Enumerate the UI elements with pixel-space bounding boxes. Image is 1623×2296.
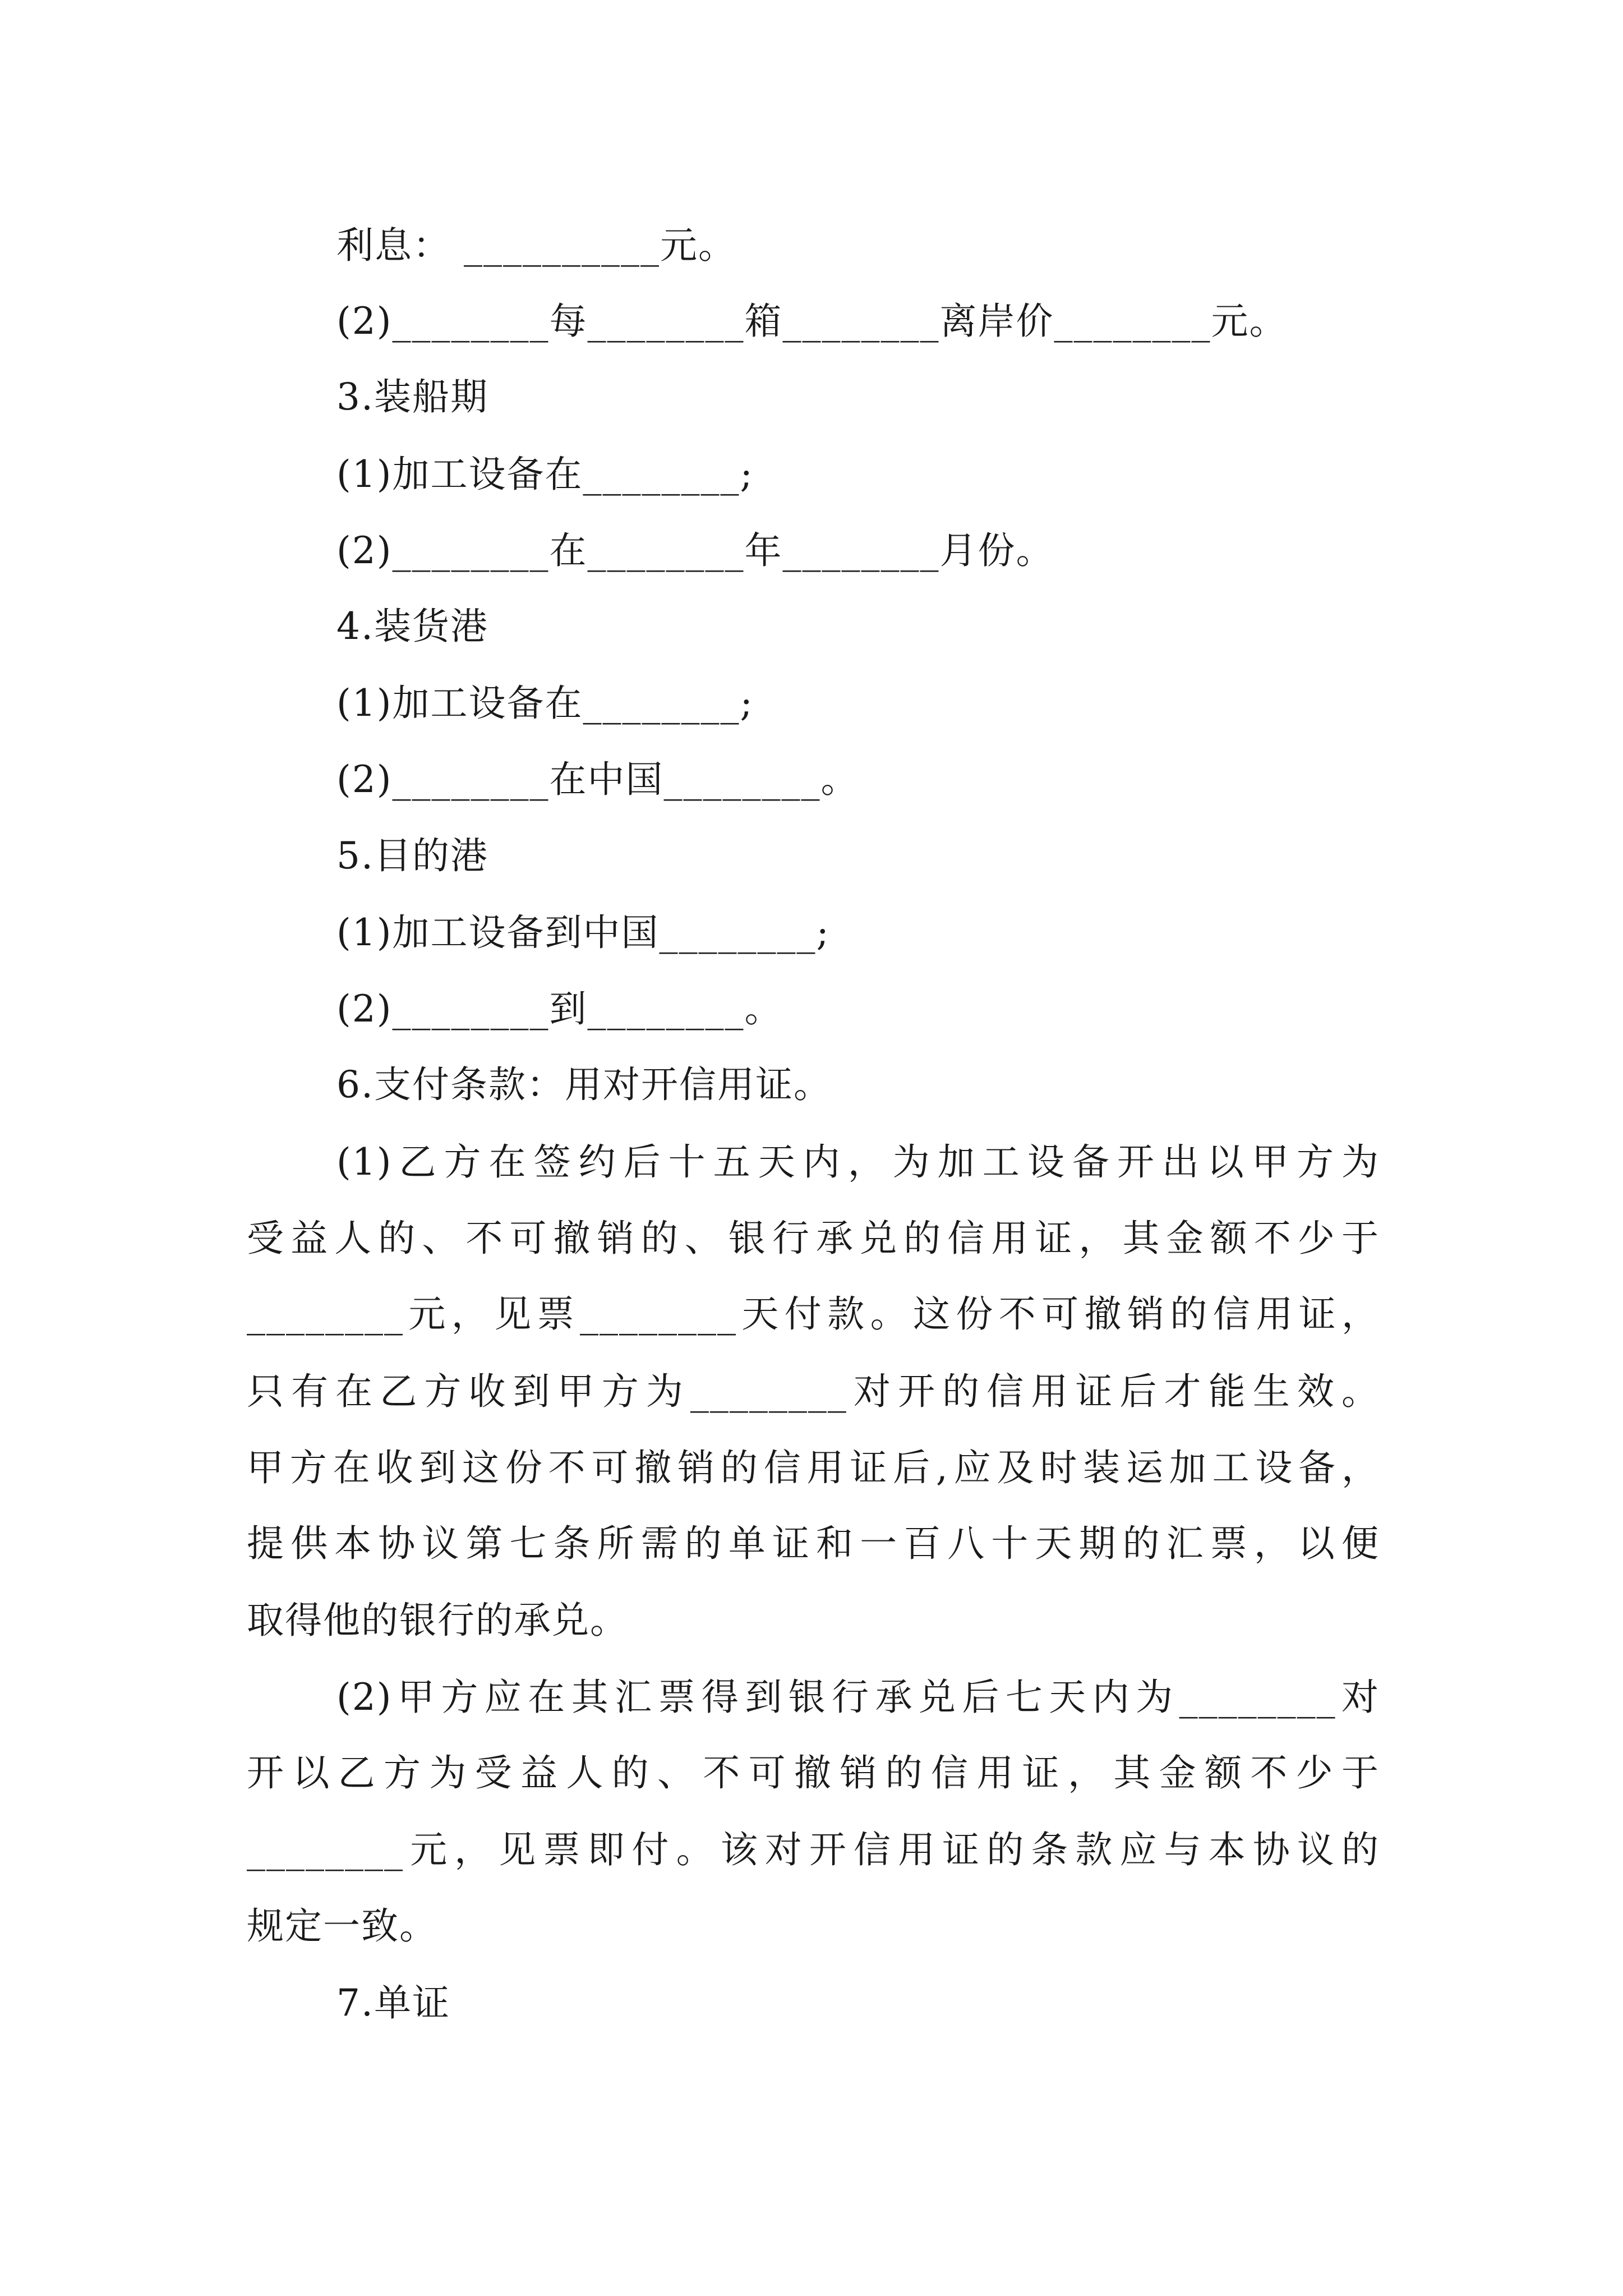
section-heading: 7.单证 [336,1981,450,2024]
text-line: (2)________在中国________。 [336,758,859,801]
paragraph-line: 受益人的、不可撤销的、银行承兑的信用证，其金额不少于 [247,1217,1380,1260]
section-heading: 5.目的港 [336,834,488,877]
section-heading: 3.装船期 [336,375,488,418]
text-line: (2)________到________。 [336,987,783,1030]
paragraph-line: 甲方在收到这份不可撤销的信用证后,应及时装运加工设备， [247,1446,1380,1489]
paragraph-line: 提供本协议第七条所需的单证和一百八十天期的汇票，以便 [247,1522,1380,1565]
paragraph-line: (2)甲方应在其汇票得到银行承兑后七天内为________对 [336,1676,1380,1719]
text-line: (2)________每________箱________离岸价________元。 [336,300,1288,343]
paragraph-line: (1)乙方在签约后十五天内，为加工设备开出以甲方为 [336,1140,1380,1184]
paragraph-line: 规定一致。 [247,1904,437,1948]
text-line: (2)________在________年________月份。 [336,529,1054,572]
text-line: (1)加工设备到中国________; [336,911,830,954]
section-heading: 6.支付条款：用对开信用证。 [336,1063,832,1106]
text-line: 利息： __________元。 [336,224,736,267]
section-heading: 4.装货港 [336,605,488,648]
text-line: (1)加工设备在________; [336,682,754,725]
paragraph-line: 开以乙方为受益人的、不可撤销的信用证，其金额不少于 [247,1751,1380,1795]
paragraph-line: 取得他的银行的承兑。 [247,1599,628,1642]
paragraph-line: ________元，见票即付。该对开信用证的条款应与本协议的 [247,1828,1380,1871]
paragraph-line: ________元，见票________天付款。这份不可撤销的信用证， [247,1292,1380,1336]
paragraph-line: 只有在乙方收到甲方为________对开的信用证后才能生效。 [247,1370,1380,1413]
text-line: (1)加工设备在________; [336,453,754,496]
